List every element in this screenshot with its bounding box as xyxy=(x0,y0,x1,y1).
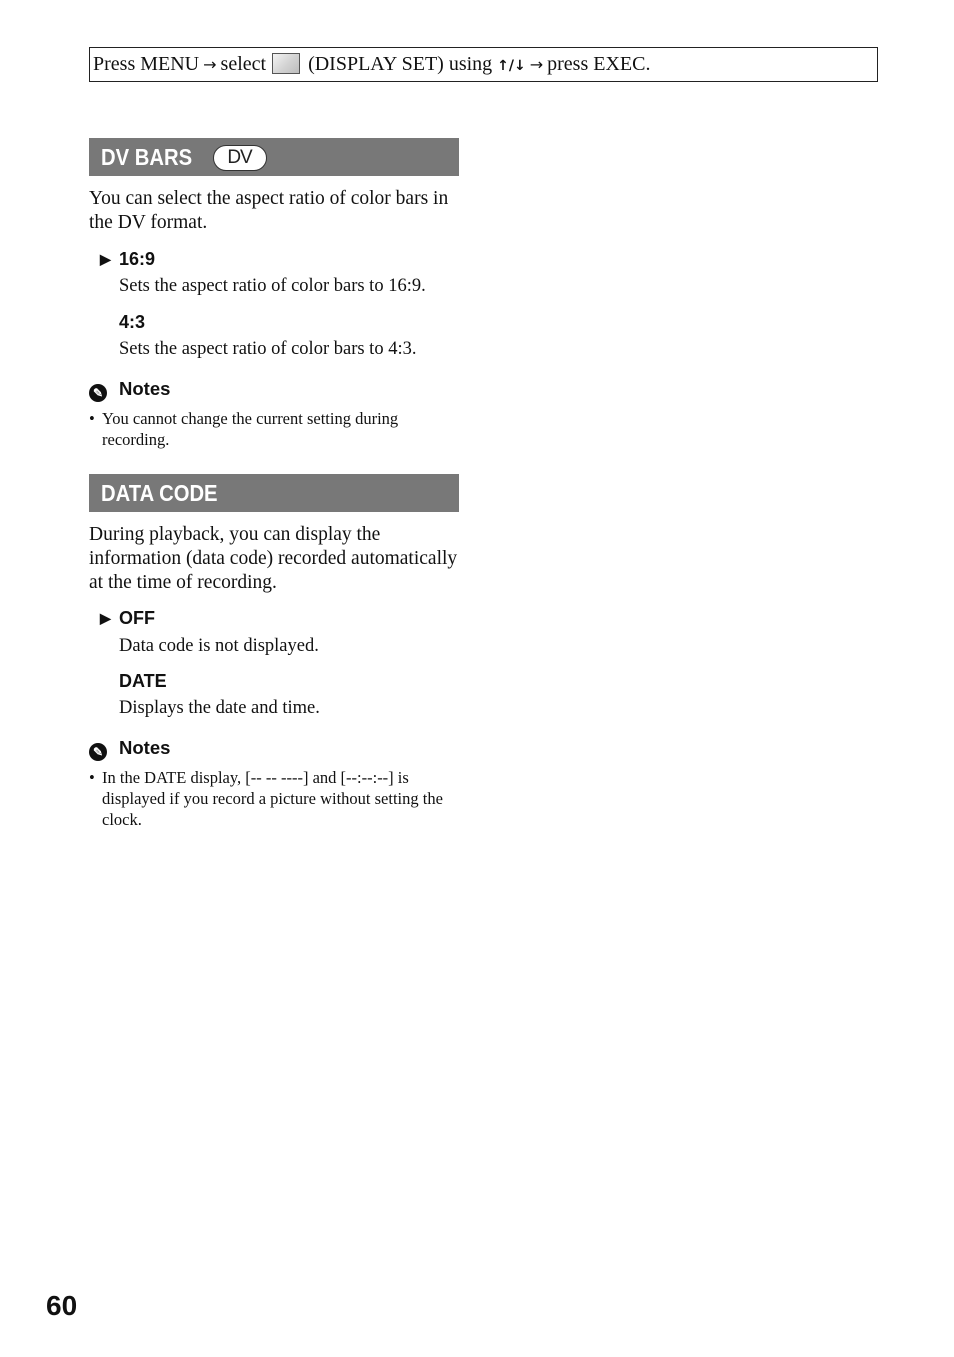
option-date-heading xyxy=(119,670,167,692)
display-set-text: (DISPLAY SET) using xyxy=(308,53,493,75)
dv-bars-title: DV BARS xyxy=(101,144,193,170)
press-exec-text: press EXEC. xyxy=(547,53,651,75)
data-code-notes-heading xyxy=(89,737,170,761)
data-code-heading xyxy=(89,474,459,512)
dv-bars-note-item xyxy=(89,408,461,450)
notes-icon: ✎ xyxy=(89,384,107,402)
page-number: 60 xyxy=(46,1290,78,1321)
bullet-icon: • xyxy=(89,409,95,428)
option-16-9-heading xyxy=(100,248,156,270)
option-date-label: DATE xyxy=(119,671,167,691)
notes-title: Notes xyxy=(119,378,171,399)
note-text: You cannot change the current setting during recording. xyxy=(102,409,399,449)
option-16-9-description: Sets the aspect ratio of color bars to 16:9. xyxy=(119,276,426,296)
option-date-description: Displays the date and time. xyxy=(119,698,320,718)
option-4-3-heading xyxy=(119,311,145,333)
display-set-icon xyxy=(272,53,300,74)
option-off-description: Data code is not displayed. xyxy=(119,636,319,656)
option-off-heading xyxy=(100,607,155,629)
default-marker-icon: ▶ xyxy=(100,610,111,626)
notes-icon: ✎ xyxy=(89,743,107,761)
right-arrow-icon: → xyxy=(203,55,217,74)
default-marker-icon: ▶ xyxy=(100,251,111,267)
press-menu-text: Press MENU xyxy=(93,53,200,75)
menu-instruction-box xyxy=(89,47,878,82)
option-4-3-description: Sets the aspect ratio of color bars to 4:3. xyxy=(119,339,417,359)
dv-bars-heading xyxy=(89,138,459,176)
bullet-icon: • xyxy=(89,768,95,787)
right-arrow-icon: → xyxy=(529,55,544,74)
dv-bars-description: You can select the aspect ratio of color bars in the DV format. xyxy=(89,188,449,233)
dv-bars-notes-heading xyxy=(89,378,170,402)
dv-badge: DV xyxy=(213,145,267,171)
note-text: In the DATE display, [-- -- ----] and [--:--:--] is displayed if you record a picture without setting the clock. xyxy=(102,768,443,829)
option-16-9-label: 16:9 xyxy=(119,249,156,269)
select-text: select xyxy=(220,53,267,75)
option-4-3-label: 4:3 xyxy=(119,312,146,332)
up-down-arrow-icon: ↑/↓ xyxy=(497,58,526,74)
option-off-label: OFF xyxy=(119,608,155,628)
data-code-note-item xyxy=(89,767,461,830)
data-code-description: During playback, you can display the information (data code) recorded automatically at the time of recording. xyxy=(89,524,458,593)
notes-title: Notes xyxy=(119,737,171,758)
data-code-title: DATA CODE xyxy=(101,480,218,506)
